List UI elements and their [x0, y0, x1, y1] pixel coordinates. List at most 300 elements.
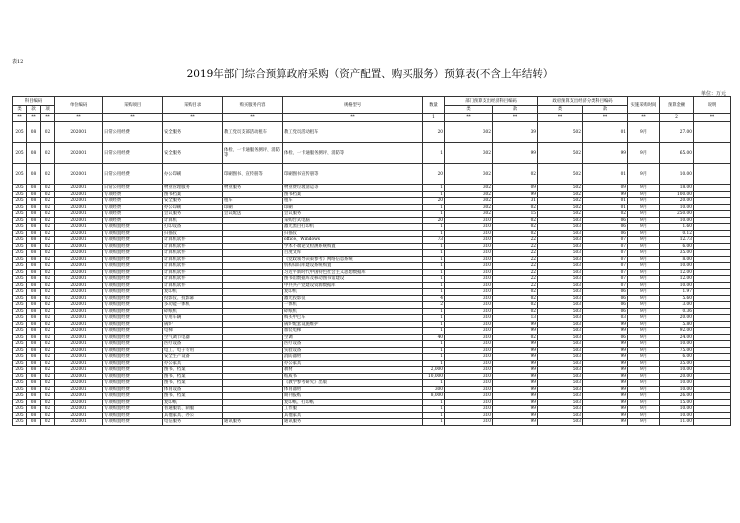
- table-cell: 08: [27, 185, 41, 192]
- table-cell: 202001: [55, 269, 103, 276]
- table-cell: 99: [583, 380, 628, 387]
- table-cell: office、Windows: [283, 237, 423, 244]
- table-cell: 202001: [55, 191, 103, 198]
- table-cell: 02: [41, 250, 55, 257]
- header-shishi: 实施采购时间: [628, 97, 660, 114]
- table-cell: 印刷: [223, 204, 283, 211]
- table-cell: 专项购置经费: [103, 302, 163, 309]
- table-cell: 02: [41, 143, 55, 164]
- table-cell: 302: [445, 198, 493, 205]
- table-cell: 99: [583, 354, 628, 361]
- table-cell: 18.00: [660, 185, 694, 192]
- table-cell: 专项购置经费: [103, 315, 163, 322]
- marker-cell: **: [493, 114, 538, 122]
- table-cell: 202001: [55, 282, 103, 289]
- table-cell: 205: [13, 224, 27, 231]
- table-cell: [694, 419, 731, 426]
- table-cell: 503: [538, 263, 583, 270]
- table-cell: 1: [423, 204, 445, 211]
- table-cell: 99: [493, 367, 538, 374]
- table-cell: 202001: [55, 393, 103, 400]
- table-cell: 39: [493, 122, 538, 143]
- table-cell: 99: [493, 419, 538, 426]
- table-cell: 02: [41, 204, 55, 211]
- table-cell: 08: [27, 282, 41, 289]
- table-cell: 1: [423, 347, 445, 354]
- table-cell: 502: [538, 204, 583, 211]
- table-cell: 9月: [628, 302, 660, 309]
- table-cell: 10.00: [660, 263, 694, 270]
- table-cell: 02: [493, 224, 538, 231]
- table-cell: [694, 143, 731, 164]
- table-cell: 99: [493, 412, 538, 419]
- table-cell: 503: [538, 269, 583, 276]
- table-cell: 205: [13, 347, 27, 354]
- table-cell: 205: [13, 263, 27, 270]
- table-cell: 空调: [283, 334, 423, 341]
- table-cell: 08: [27, 217, 41, 224]
- table-cell: 消防器材: [283, 354, 423, 361]
- table-cell: 502: [538, 122, 583, 143]
- table-cell: 22: [493, 250, 538, 257]
- table-cell: 40: [423, 334, 445, 341]
- header-xiangmu: 采购项目: [103, 97, 163, 114]
- table-cell: 205: [13, 315, 27, 322]
- table-cell: 205: [13, 399, 27, 406]
- table-cell: 205: [13, 230, 27, 237]
- marker-cell: **: [103, 114, 163, 122]
- table-cell: 9月: [628, 276, 660, 283]
- header-zhengfu-kuan: 款: [583, 106, 628, 114]
- table-cell: 9月: [628, 347, 660, 354]
- table-cell: 310: [445, 282, 493, 289]
- table-cell: 08: [27, 198, 41, 205]
- table-cell: 08: [27, 315, 41, 322]
- table-cell: 实验设备: [283, 347, 423, 354]
- table-cell: 202001: [55, 367, 103, 374]
- table-cell: 专项购置经费: [103, 276, 163, 283]
- table-cell: 06: [583, 302, 628, 309]
- header-zhengfu: 政府预算支出经济分类科目编码: [538, 97, 628, 106]
- table-cell: 1.97: [660, 289, 694, 296]
- table-cell: 07: [583, 237, 628, 244]
- table-cell: 专项经费: [103, 191, 163, 198]
- table-cell: 专项购置经费: [103, 334, 163, 341]
- table-cell: 02: [41, 237, 55, 244]
- table-cell: 图书馆数据库及移动图书馆建设: [283, 276, 423, 283]
- table-cell: 205: [13, 185, 27, 192]
- table-cell: 205: [13, 164, 27, 185]
- table-cell: 20: [423, 217, 445, 224]
- table-cell: 205: [13, 412, 27, 419]
- table-cell: 9月: [628, 367, 660, 374]
- table-cell: 02: [41, 122, 55, 143]
- table-cell: 10.00: [660, 217, 694, 224]
- table-cell: 02: [41, 217, 55, 224]
- table-cell: 08: [27, 122, 41, 143]
- header-mulu: 采购目录: [163, 97, 223, 114]
- table-cell: 02: [493, 302, 538, 309]
- table-row: [13, 164, 731, 185]
- table-cell: 310: [445, 289, 493, 296]
- table-cell: 99: [583, 393, 628, 400]
- table-cell: 01: [583, 198, 628, 205]
- table-cell: 6.00: [660, 354, 694, 361]
- table-cell: 310: [445, 380, 493, 387]
- table-cell: 503: [538, 243, 583, 250]
- marker-cell: 1: [423, 114, 445, 122]
- table-cell: 503: [538, 386, 583, 393]
- table-cell: 99: [583, 412, 628, 419]
- table-cell: 图书、档案: [163, 373, 223, 380]
- table-cell: 15: [493, 211, 538, 218]
- table-cell: 310: [445, 419, 493, 426]
- table-cell: 08: [27, 204, 41, 211]
- table-cell: 92.00: [660, 328, 694, 335]
- table-cell: 02: [41, 191, 55, 198]
- table-cell: 物业费垃圾清运等: [283, 185, 423, 192]
- table-cell: 202001: [55, 224, 103, 231]
- table-cell: 复印机: [283, 289, 423, 296]
- table-cell: 310: [445, 243, 493, 250]
- table-cell: 图书档案: [163, 191, 223, 198]
- table-cell: 302: [445, 191, 493, 198]
- table-cell: 体检、一卡通服务测评、消防等: [283, 143, 423, 164]
- table-cell: 205: [13, 373, 27, 380]
- table-cell: 电信服务: [163, 419, 223, 426]
- table-cell: 安全服务: [163, 122, 223, 143]
- table-cell: 310: [445, 295, 493, 302]
- table-cell: 205: [13, 386, 27, 393]
- table-cell: 503: [538, 321, 583, 328]
- table-cell: 计算机软件: [163, 263, 223, 270]
- table-cell: 1: [423, 276, 445, 283]
- table-cell: 复印纸: [163, 399, 223, 406]
- table-cell: 02: [493, 308, 538, 315]
- table-cell: 复印纸、打印纸: [283, 399, 423, 406]
- table-cell: 99: [493, 321, 538, 328]
- table-cell: 9月: [628, 191, 660, 198]
- table-cell: 02: [41, 269, 55, 276]
- table-cell: 08: [27, 321, 41, 328]
- table-cell: 纸质书: [283, 373, 423, 380]
- table-cell: 1: [423, 308, 445, 315]
- table-cell: 02: [493, 289, 538, 296]
- table-cell: 202001: [55, 164, 103, 185]
- marker-cell: **: [27, 114, 41, 122]
- table-cell: 印刷: [283, 204, 423, 211]
- table-cell: 08: [27, 211, 41, 218]
- table-cell: 202001: [55, 419, 103, 426]
- table-cell: 202001: [55, 406, 103, 413]
- table-cell: 99: [493, 191, 538, 198]
- table-cell: 15.00: [660, 399, 694, 406]
- table-cell: 9月: [628, 334, 660, 341]
- table-cell: 302: [445, 211, 493, 218]
- table-cell: 9月: [628, 354, 660, 361]
- table-cell: 02: [41, 334, 55, 341]
- table-cell: 205: [13, 380, 27, 387]
- table-cell: 99: [583, 399, 628, 406]
- table-cell: 503: [538, 224, 583, 231]
- marker-cell: **: [583, 114, 628, 122]
- table-cell: 07: [583, 276, 628, 283]
- table-cell: 02: [493, 217, 538, 224]
- table-cell: 02: [41, 230, 55, 237]
- table-cell: [694, 164, 731, 185]
- table-cell: 08: [27, 263, 41, 270]
- marker-cell: 2: [660, 114, 694, 122]
- table-cell: 310: [445, 341, 493, 348]
- table-cell: 1: [423, 263, 445, 270]
- table-cell: 205: [13, 143, 27, 164]
- table-cell: 计算机软件: [163, 243, 223, 250]
- table-cell: 9月: [628, 406, 660, 413]
- table-cell: 205: [13, 302, 27, 309]
- table-cell: 08: [27, 295, 41, 302]
- marker-cell: **: [55, 114, 103, 122]
- table-cell: 02: [41, 380, 55, 387]
- table-cell: 310: [445, 230, 493, 237]
- table-cell: 310: [445, 373, 493, 380]
- table-cell: 2,000: [423, 367, 445, 374]
- table-cell: 专项购置经费: [103, 412, 163, 419]
- table-cell: 体检、一卡通服务测评、消防等: [223, 143, 283, 164]
- table-cell: 08: [27, 230, 41, 237]
- table-cell: 02: [41, 276, 55, 283]
- table-cell: 20.00: [660, 198, 694, 205]
- table-cell: 503: [538, 217, 583, 224]
- table-cell: 99: [583, 347, 628, 354]
- table-cell: 9月: [628, 399, 660, 406]
- table-cell: 202001: [55, 243, 103, 250]
- table-cell: 会议服务: [283, 211, 423, 218]
- table-cell: 02: [493, 204, 538, 211]
- table-cell: 02: [583, 211, 628, 218]
- table-cell: 中共共产党建设资源数据库: [283, 282, 423, 289]
- table-cell: 205: [13, 198, 27, 205]
- table-cell: 07: [583, 256, 628, 263]
- table-cell: 9月: [628, 237, 660, 244]
- table-cell: 310: [445, 256, 493, 263]
- table-cell: 计算机: [163, 217, 223, 224]
- table-cell: 专项购置经费: [103, 406, 163, 413]
- table-cell: 22: [493, 269, 538, 276]
- table-cell: 9月: [628, 308, 660, 315]
- table-cell: 310: [445, 354, 493, 361]
- table-cell: 250.00: [660, 211, 694, 218]
- table-cell: 310: [445, 308, 493, 315]
- table-cell: 专项购置经费: [103, 295, 163, 302]
- table-cell: 9月: [628, 341, 660, 348]
- table-cell: 计算机软件: [163, 250, 223, 257]
- table-cell: 08: [27, 334, 41, 341]
- table-cell: 99: [583, 143, 628, 164]
- table-cell: 99: [493, 143, 538, 164]
- table-cell: 205: [13, 211, 27, 218]
- table-cell: 空气调节电器: [163, 334, 223, 341]
- table-cell: 502: [538, 185, 583, 192]
- table-cell: 99: [583, 360, 628, 367]
- table-cell: 07: [583, 243, 628, 250]
- table-cell: 采购台式电脑: [283, 217, 423, 224]
- table-cell: 9月: [628, 295, 660, 302]
- procurement-budget-table: [12, 96, 731, 426]
- table-cell: 专项购置经费: [103, 419, 163, 426]
- table-cell: 205: [13, 269, 27, 276]
- table-cell: 205: [13, 191, 27, 198]
- table-cell: 碎纸机: [283, 308, 423, 315]
- table-cell: 1: [423, 269, 445, 276]
- table-cell: 08: [27, 393, 41, 400]
- table-cell: 302: [445, 143, 493, 164]
- table-cell: 202001: [55, 256, 103, 263]
- table-cell: 02: [41, 185, 55, 192]
- table-cell: 普通服装、制服: [163, 406, 223, 413]
- table-cell: 9月: [628, 321, 660, 328]
- table-cell: 310: [445, 302, 493, 309]
- table-cell: 碎纸机: [163, 308, 223, 315]
- table-cell: 310: [445, 334, 493, 341]
- table-cell: 310: [445, 367, 493, 374]
- table-cell: 205: [13, 367, 27, 374]
- table-cell: 12.00: [660, 269, 694, 276]
- table-cell: 9月: [628, 185, 660, 192]
- table-cell: 08: [27, 354, 41, 361]
- table-cell: 302: [445, 185, 493, 192]
- table-cell: 复印机: [163, 289, 223, 296]
- table-cell: 《党政领导决策参考》网络信息系统: [283, 256, 423, 263]
- table-cell: 31: [493, 198, 538, 205]
- page-title: 2019年部门综合预算政府采购（资产配置、购买服务）预算表(不含上年结转）: [186, 68, 554, 80]
- table-cell: 310: [445, 328, 493, 335]
- table-cell: 503: [538, 250, 583, 257]
- table-cell: 4: [423, 295, 445, 302]
- table-cell: 02: [41, 243, 55, 250]
- table-cell: 9月: [628, 328, 660, 335]
- table-cell: 医疗设备: [283, 341, 423, 348]
- table-cell: 202001: [55, 373, 103, 380]
- table-cell: 办公印刷: [163, 204, 223, 211]
- table-cell: 扫描仪: [163, 230, 223, 237]
- table-cell: 02: [41, 263, 55, 270]
- table-cell: 1: [423, 406, 445, 413]
- table-cell: 日常公用经费: [103, 122, 163, 143]
- table-cell: 安全生产设备: [163, 354, 223, 361]
- table-cell: 专用车辆: [163, 315, 223, 322]
- table-cell: 锅炉配套设施维护: [283, 321, 423, 328]
- table-cell: 503: [538, 380, 583, 387]
- table-cell: 310: [445, 412, 493, 419]
- table-cell: 日常公用经费: [103, 164, 163, 185]
- table-cell: 购买中巴车: [283, 315, 423, 322]
- table-cell: 工作服: [283, 406, 423, 413]
- table-cell: 99: [583, 191, 628, 198]
- marker-row: [13, 114, 731, 122]
- table-cell: 503: [538, 393, 583, 400]
- table-cell: 99: [583, 341, 628, 348]
- table-cell: 专项购置经费: [103, 328, 163, 335]
- table-cell: 通讯服务: [283, 419, 423, 426]
- table-cell: 503: [538, 419, 583, 426]
- table-cell: 12.73: [660, 237, 694, 244]
- table-cell: 202001: [55, 143, 103, 164]
- table-cell: 02: [41, 341, 55, 348]
- table-cell: 202001: [55, 341, 103, 348]
- table-cell: 310: [445, 250, 493, 257]
- table-cell: 08: [27, 289, 41, 296]
- table-cell: 10.00: [660, 367, 694, 374]
- table-cell: [694, 122, 731, 143]
- table-cell: 9月: [628, 269, 660, 276]
- table-cell: 02: [41, 373, 55, 380]
- marker-cell: **: [283, 114, 423, 122]
- table-cell: 310: [445, 237, 493, 244]
- header-guige: 规格型号: [283, 97, 423, 114]
- table-cell: 9月: [628, 250, 660, 257]
- table-cell: 安全服务: [163, 198, 223, 205]
- table-cell: 图书档案: [283, 191, 423, 198]
- table-cell: 310: [445, 347, 493, 354]
- table-cell: 205: [13, 243, 27, 250]
- table-cell: 02: [493, 230, 538, 237]
- table-cell: 08: [27, 399, 41, 406]
- table-cell: 99: [583, 373, 628, 380]
- table-cell: 10.00: [660, 164, 694, 185]
- table-cell: 100.00: [660, 191, 694, 198]
- table-cell: 1: [423, 354, 445, 361]
- table-cell: 计算机软件: [163, 237, 223, 244]
- table-cell: 1: [423, 360, 445, 367]
- table-cell: 机构知识库建设系统购置: [283, 263, 423, 270]
- table-cell: 99: [583, 386, 628, 393]
- table-cell: 202001: [55, 308, 103, 315]
- table-cell: 06: [583, 334, 628, 341]
- table-cell: 205: [13, 406, 27, 413]
- table-cell: 503: [538, 295, 583, 302]
- table-cell: 08: [27, 406, 41, 413]
- table-cell: 205: [13, 289, 27, 296]
- table-cell: 办公家具: [163, 360, 223, 367]
- table-cell: 专项购置经费: [103, 289, 163, 296]
- table-cell: 9月: [628, 204, 660, 211]
- table-cell: 计算机软件: [163, 282, 223, 289]
- table-cell: 202001: [55, 347, 103, 354]
- table-cell: 会议服务: [163, 211, 223, 218]
- table-cell: 02: [493, 334, 538, 341]
- table-cell: 310: [445, 393, 493, 400]
- table-cell: 06: [583, 230, 628, 237]
- table-cell: 08: [27, 276, 41, 283]
- table-cell: 08: [27, 143, 41, 164]
- table-cell: 物业管理服务: [163, 185, 223, 192]
- table-cell: 10,000: [423, 373, 445, 380]
- table-cell: 73: [423, 237, 445, 244]
- table-cell: 多功能一体机: [163, 302, 223, 309]
- table-cell: 02: [41, 308, 55, 315]
- table-cell: 205: [13, 360, 27, 367]
- table-cell: 9月: [628, 143, 660, 164]
- table-cell: 02: [41, 412, 55, 419]
- marker-cell: **: [445, 114, 493, 122]
- table-cell: 310: [445, 315, 493, 322]
- table-cell: 印刷图书、宣传册等: [223, 164, 283, 185]
- table-cell: 08: [27, 250, 41, 257]
- table-cell: 5.80: [660, 321, 694, 328]
- table-cell: 9月: [628, 393, 660, 400]
- table-cell: 202001: [55, 276, 103, 283]
- table-cell: 专项购置经费: [103, 243, 163, 250]
